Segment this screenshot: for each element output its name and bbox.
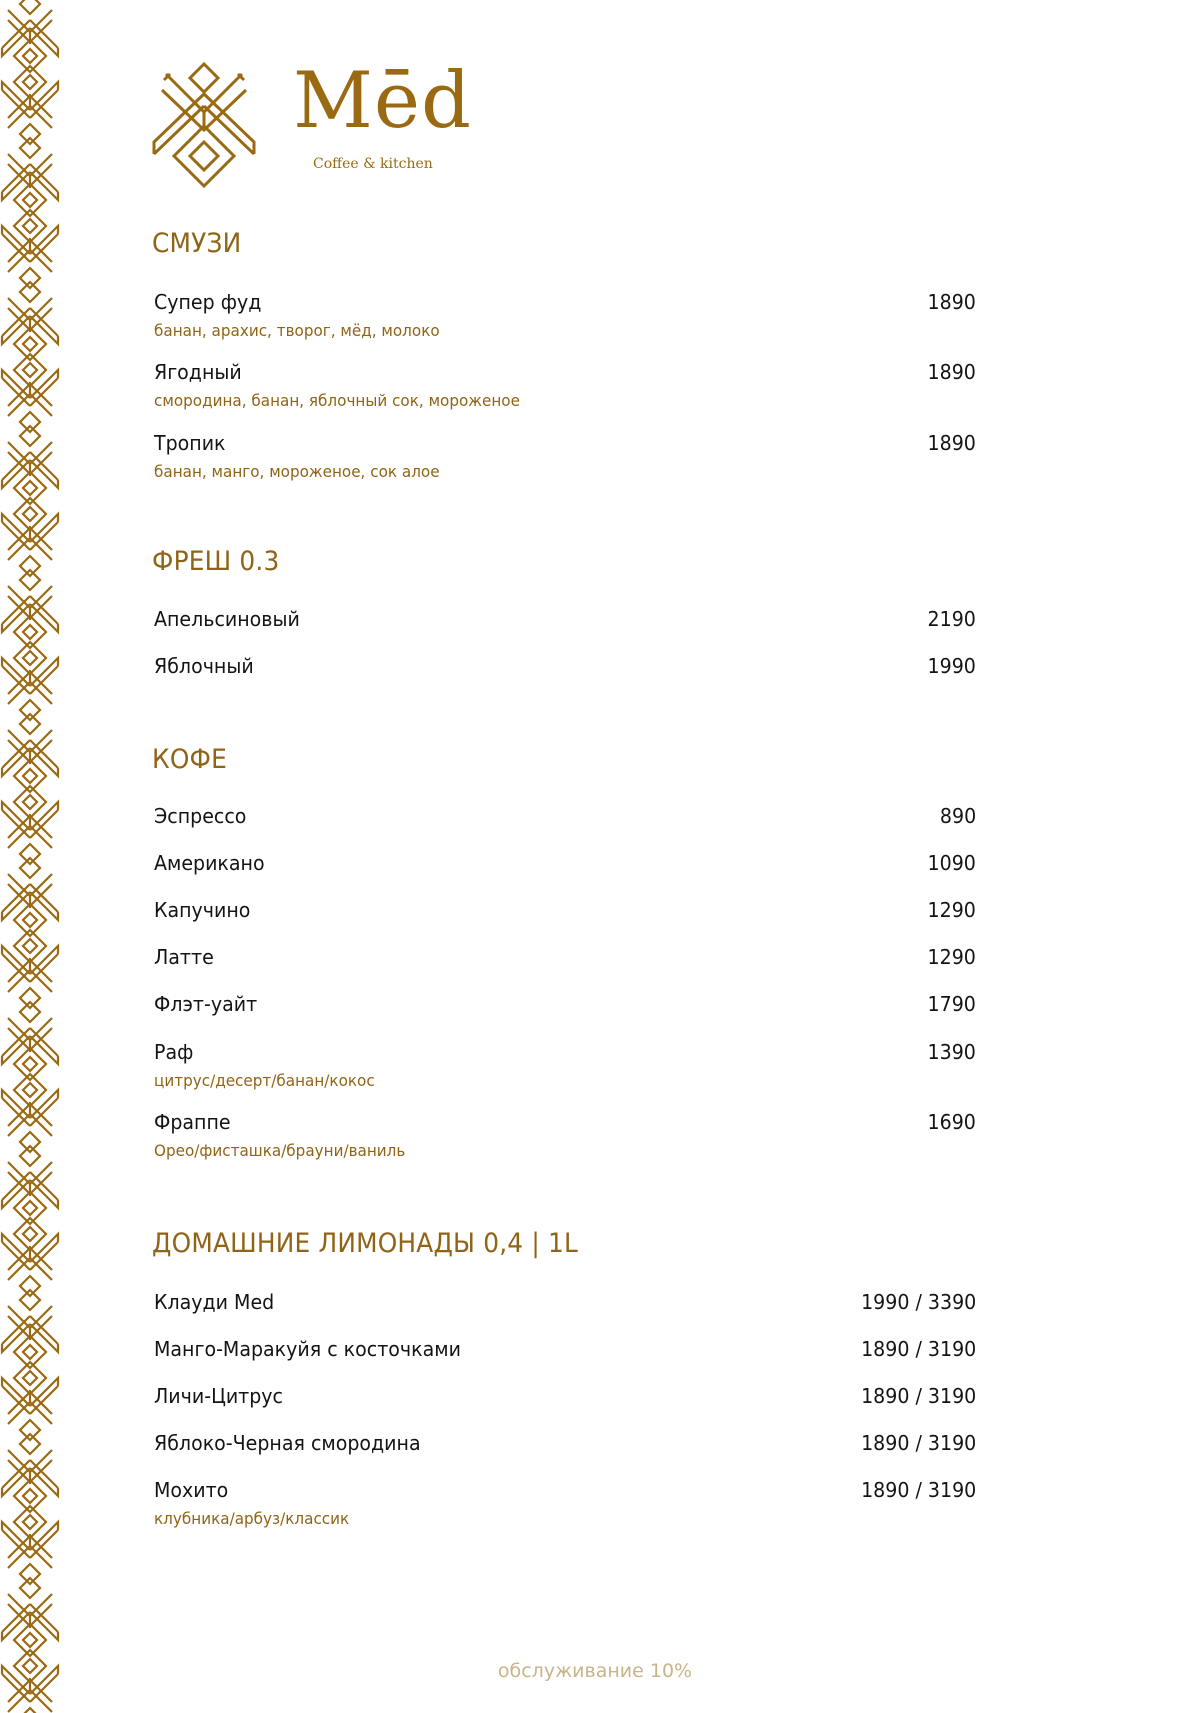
item-description: клубника/арбуз/классик [154,1509,350,1528]
item-description: банан, манго, мороженое, сок алое [154,462,440,481]
item-price: 1890 / 3190 [860,1384,976,1408]
item-name: Личи-Цитрус [154,1384,283,1408]
item-price: 1890 / 3190 [860,1337,976,1361]
item-price: 1890 [927,431,976,455]
item-name: Латте [154,945,214,969]
ornament-motif [2,930,58,1008]
ornament-motif [2,1290,58,1368]
item-name: Клауди Med [154,1290,275,1314]
ornament-motif [2,1362,58,1440]
item-name: Фраппе [154,1110,231,1134]
item-name: Раф [154,1040,194,1064]
ornament-motif [2,570,58,648]
item-name: Апельсиновый [154,607,300,631]
brand-tagline: Coffee & kitchen [313,156,433,172]
item-price: 1990 / 3390 [860,1290,976,1314]
item-name: Супер фуд [154,290,262,314]
item-name: Манго-Маракуйя с косточками [154,1337,461,1361]
ornament-motif [2,642,58,720]
item-price: 1690 [927,1110,976,1134]
item-price: 1890 [927,290,976,314]
item-description: банан, арахис, творог, мёд, молоко [154,321,440,340]
item-name: Яблочный [154,654,254,678]
section-title-smoothies: СМУЗИ [152,228,242,259]
service-charge-text: обслуживание 10% [497,1660,693,1682]
ornament-motif [2,858,58,936]
item-name: Яблоко-Черная смородина [154,1431,421,1455]
ornament-motif [2,1146,58,1224]
ornament-motif [2,1002,58,1080]
item-price: 1790 [927,992,976,1016]
ornament-motif [2,1074,58,1152]
item-name: Американо [154,851,265,875]
item-price: 1890 / 3190 [860,1431,976,1455]
section-title-lemonades: ДОМАШНИЕ ЛИМОНАДЫ 0,4 | 1L [152,1228,579,1259]
ornament-motif [2,1578,58,1656]
item-price: 1390 [927,1040,976,1064]
ornament-motif [2,498,58,576]
ornament-motif [2,426,58,504]
brand-name: Mēd [293,56,472,146]
ornament-motif [2,786,58,864]
section-title-fresh: ФРЕШ 0.3 [152,546,280,577]
ornament-motif [2,714,58,792]
item-description: смородина, банан, яблочный сок, мороженое [154,391,520,410]
item-price: 1290 [927,945,976,969]
item-price: 1090 [927,851,976,875]
item-price: 2190 [927,607,976,631]
ornament-logo-icon [150,62,258,188]
item-description: Орео/фисташка/брауни/ваниль [154,1141,406,1160]
item-name: Флэт-уайт [154,992,258,1016]
ornament-motif [2,282,58,360]
section-title-coffee: КОФЕ [152,744,228,775]
ornament-motif [2,1434,58,1512]
item-price: 890 [939,804,976,828]
item-description: цитрус/десерт/банан/кокос [154,1071,375,1090]
item-price: 1890 [927,360,976,384]
item-price: 1290 [927,898,976,922]
item-name: Эспрессо [154,804,247,828]
item-name: Мохито [154,1478,229,1502]
item-price: 1990 [927,654,976,678]
item-name: Капучино [154,898,251,922]
ornament-motif [2,138,58,216]
item-name: Тропик [154,431,226,455]
item-price: 1890 / 3190 [860,1478,976,1502]
item-name: Ягодный [154,360,242,384]
ornament-motif [2,1218,58,1296]
service-charge-note [0,1660,1182,1682]
ornament-motif [2,1506,58,1584]
ornament-motif [2,0,58,72]
ornament-border-icon [0,0,62,1713]
ornament-motif [2,210,58,288]
ornament-motif [2,66,58,144]
ornament-motif [2,354,58,432]
